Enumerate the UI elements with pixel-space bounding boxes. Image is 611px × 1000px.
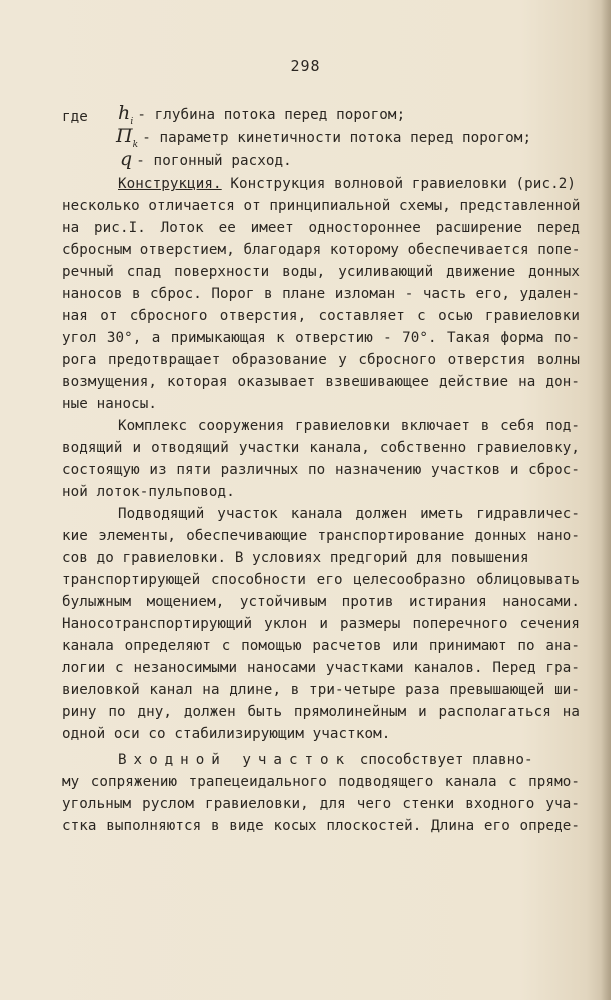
text-line: Конструкция волновой гравиеловки (рис.2) — [221, 176, 577, 192]
definition-text: - погонный расход. — [136, 153, 292, 169]
text-line: булыжным мощением, устойчивым против истирания наносами. — [62, 594, 580, 610]
paragraph-first-line: Комплекс сооружения гравиеловки включает в себя под- — [118, 418, 580, 434]
definition-text: - глубина потока перед порогом; — [137, 107, 406, 123]
text-line: на рис.I. Лоток ее имеет одностороннее расширение перед — [62, 220, 580, 236]
text-line: речный спад поверхности воды, усиливающий движение донных — [62, 264, 580, 280]
definition-line — [120, 150, 292, 170]
text-line: угол 30°, а примыкающая к отверстию - 70°. Такая форма по- — [62, 330, 580, 346]
page-number: 298 — [290, 57, 321, 75]
page-edge-shadow — [601, 0, 611, 1000]
text-line: водящий и отводящий участки канала, собственно гравиеловку, — [62, 440, 580, 456]
text-line: рину по дну, должен быть прямолинейным и располагаться на — [62, 704, 580, 720]
text-line: кие элементы, обеспечивающие транспортирование донных нано- — [62, 528, 580, 544]
text-line: виеловкой канал на длине, в три-четыре раза превышающей ши- — [62, 682, 580, 698]
text-line: сов до гравиеловки. В условиях предгорий для повышения — [62, 550, 529, 566]
text-line: транспортирующей способности его целесообразно облицовывать — [62, 572, 580, 588]
text-line: несколько отличается от принципиальной схемы, представленной — [62, 198, 581, 214]
text-line: логии с незаносимыми наносами участками каналов. Перед гра- — [62, 660, 580, 676]
text-line: рога предотвращает образование у сбросного отверстия волны — [62, 352, 580, 368]
text-line: способствует плавно- — [351, 752, 533, 768]
text-line: одной оси со стабилизирующим участком. — [62, 726, 391, 742]
section-first-line — [118, 175, 580, 193]
text-line: угольным руслом гравиеловки, для чего стенки входного уча- — [62, 796, 580, 812]
text-line: наносов в сброс. Порог в плане изломан - часть его, удален- — [62, 286, 580, 302]
text-line: возмущения, которая оказывает взвешивающее действие на дон- — [62, 374, 580, 390]
symbol-pk: $П_k$ — [116, 125, 139, 150]
text-line: канала определяют с помощью расчетов или принимают по ана- — [62, 638, 580, 654]
text-line: ные наносы. — [62, 396, 158, 412]
symbol-q: q — [120, 148, 133, 170]
definition-text: - параметр кинетичности потока перед порогом; — [142, 130, 532, 146]
text-line: Наносотранспортирующий уклон и размеры поперечного сечения — [62, 616, 580, 632]
text-line: ная от сбросного отверстия, составляет с осью гравиеловки — [62, 308, 580, 324]
text-line: сбросным отверстием, благодаря которому обеспечивается попе- — [62, 242, 581, 258]
paragraph-first-line: Подводящий участок канала должен иметь гидравличес- — [118, 506, 580, 522]
text-line: состоящую из пяти различных по назначению участков и сброс- — [62, 462, 580, 478]
definition-line — [62, 108, 88, 126]
text-line: стка выполняются в виде косых плоскостей. Длина его опреде- — [62, 818, 580, 834]
text-line: му сопряжению трапецеидального подводящего канала с прямо- — [62, 774, 580, 790]
section-heading: Конструкция. — [118, 176, 222, 192]
symbol-h: $h_i$ — [118, 102, 134, 127]
spaced-heading: Входной участок — [118, 752, 352, 768]
text-line: ной лоток-пульповод. — [62, 484, 235, 500]
definition-lead: где — [62, 109, 88, 125]
paragraph-first-line — [118, 751, 533, 769]
